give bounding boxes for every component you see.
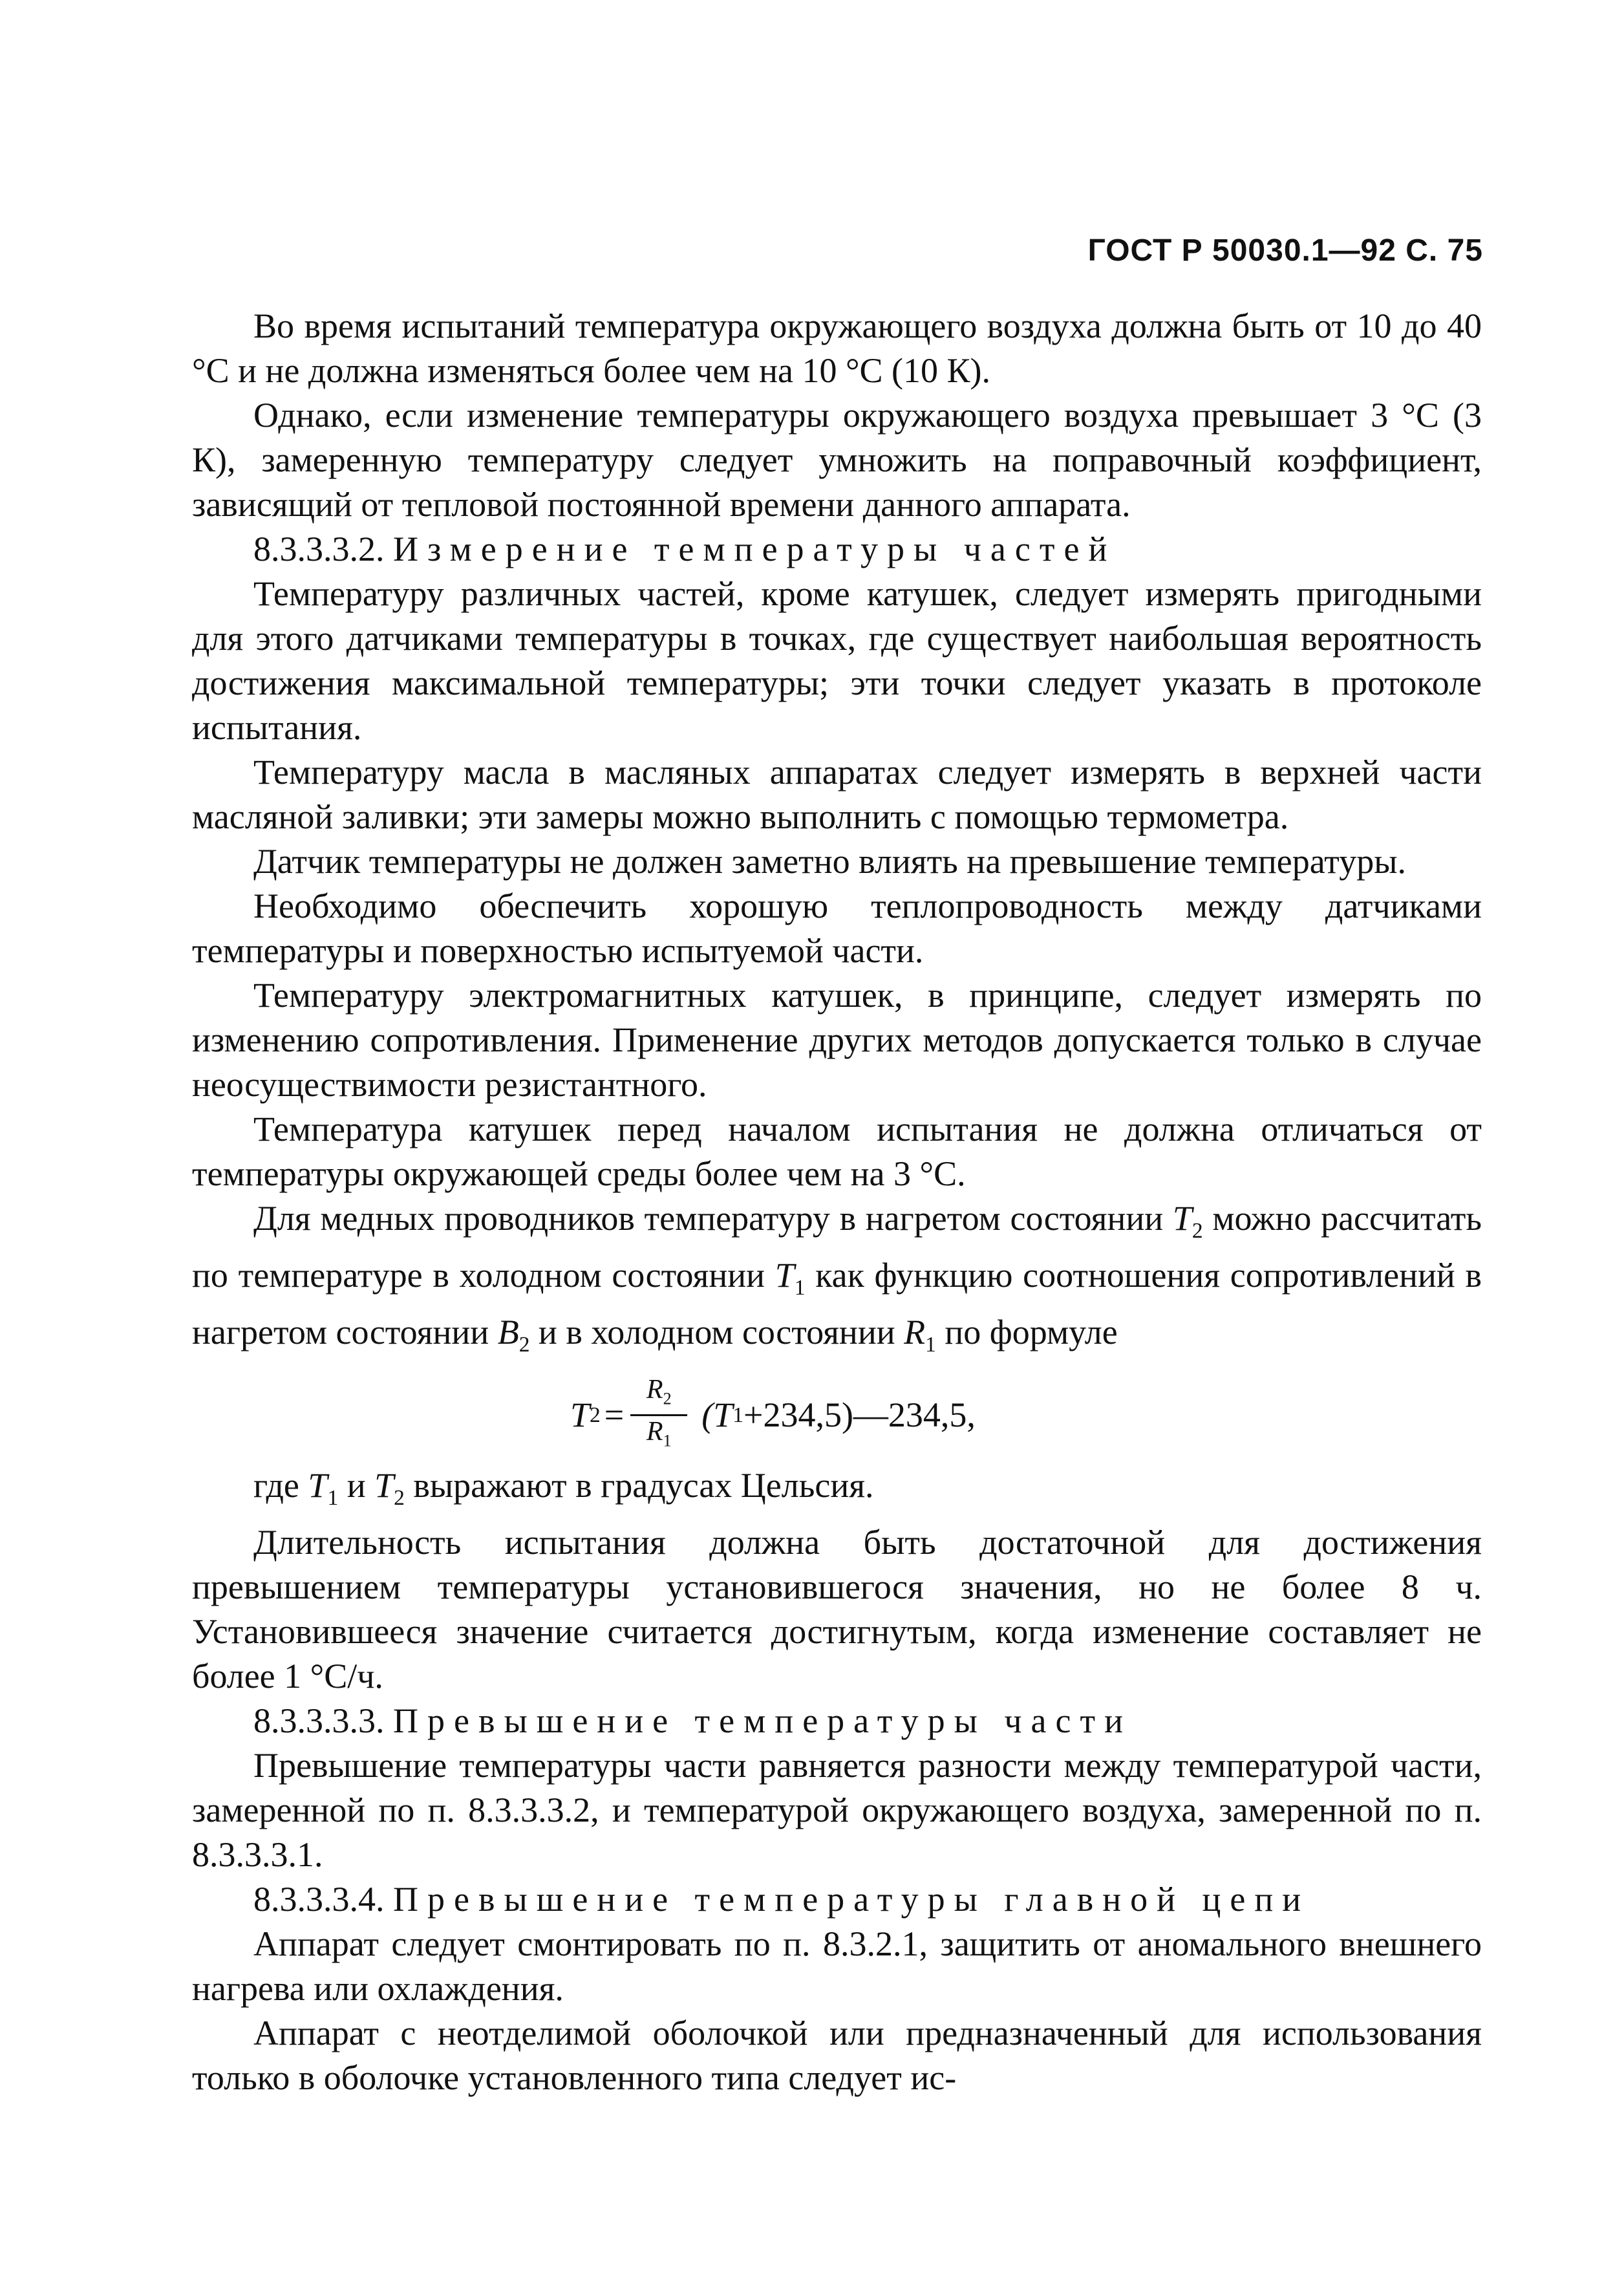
paragraph-coil-initial-temperature: Температура катушек перед началом испытания не должна отличаться от температуры окружающей среды более чем на 3 °С. — [192, 1110, 1482, 1193]
paragraph-sensors: Температуру различных частей, кроме катушек, следует измерять пригодными для этого датчиками температуры в точках, где существует наибольшая вероятность достижения максимальной температуры; эти точки следует указать в протоколе испытания. — [192, 574, 1482, 747]
section-heading-main-circuit-rise — [192, 1877, 1482, 1922]
section-number: 8.3.3.3.4. — [253, 1880, 385, 1919]
paragraph-thermal-contact: Необходимо обеспечить хорошую теплопроводность между датчиками температуры и поверхностью испытуемой части. — [192, 887, 1482, 970]
section-heading-parts-temperature — [192, 527, 1482, 572]
paragraph-oil-temperature: Температуру масла в масляных аппаратах следует измерять в верхней части масляной заливки; эти замеры можно выполнить с помощью термометра. — [192, 753, 1482, 836]
section-title: Измерение температуры частей — [393, 530, 1116, 568]
paragraph-test-duration: Длительность испытания должна быть достаточной для достижения превышением температуры установившегося значения, но не более 8 ч. Установившееся значение считается достигнутым, когда изменение составляет не более 1 °С/ч. — [192, 1523, 1482, 1696]
section-title: Превышение температуры части — [393, 1701, 1132, 1741]
formula-fraction: $\frac{R_2}{R_1}$ — [630, 1374, 687, 1457]
section-title: Превышение температуры главной цепи — [393, 1880, 1310, 1919]
temperature-formula: T 2 = $\frac{R_2}{R_1}$ (T 1 +234,5)—234,5, — [192, 1366, 1482, 1463]
paragraph-sensor-influence: Датчик температуры не должен заметно влиять на превышение температуры. — [253, 842, 1406, 881]
document-body — [192, 304, 1482, 2100]
paragraph-copper-conductors: Для медных проводников температуру в нагретом состоянии $T_2$ можно рассчитать по температуре в холодном состоянии $T_1$ как функцию соотношения сопротивлений в нагретом состоянии $B_2$ и в холодном состоянии $R_1$ по формуле — [192, 1199, 1482, 1357]
paragraph-coil-resistance: Температуру электромагнитных катушек, в принципе, следует измерять по изменению сопротивления. Применение других методов допускается только в случае неосуществимости резистантного. — [192, 976, 1482, 1104]
paragraph-mounting: Аппарат следует смонтировать по п. 8.3.2.1, защитить от аномального внешнего нагрева или охлаждения. — [192, 1924, 1482, 2008]
section-number: 8.3.3.3.2. — [253, 530, 385, 568]
paragraph-correction-factor: Однако, если изменение температуры окружающего воздуха превышает 3 °С (3 К), замеренную температуру следует умножить на поправочный коэффициент, зависящий от тепловой постоянной времени данного аппарата. — [192, 396, 1482, 524]
paragraph-ambient-air-range: Во время испытаний температура окружающего воздуха должна быть от 10 до 40 °С и не должна изменяться более чем на 10 °С (10 К). — [192, 307, 1482, 390]
paragraph-enclosure: Аппарат с неотделимой оболочкой или предназначенный для использования только в оболочке установленного типа следует ис- — [192, 2014, 1482, 2098]
paragraph-part-rise-definition: Превышение температуры части равняется разности между температурой части, замеренной по п. 8.3.3.3.2, и температурой окружающего воздуха, замеренной по п. 8.3.3.3.1. — [192, 1746, 1482, 1875]
section-number: 8.3.3.3.3. — [253, 1701, 385, 1741]
page-header-doc-ref: ГОСТ Р 50030.1—92 С. 75 — [1087, 233, 1483, 268]
paragraph-formula-units: где $T_1$ и $T_2$ выражают в градусах Цельсия. — [253, 1466, 874, 1511]
section-heading-part-rise — [192, 1699, 1482, 1743]
